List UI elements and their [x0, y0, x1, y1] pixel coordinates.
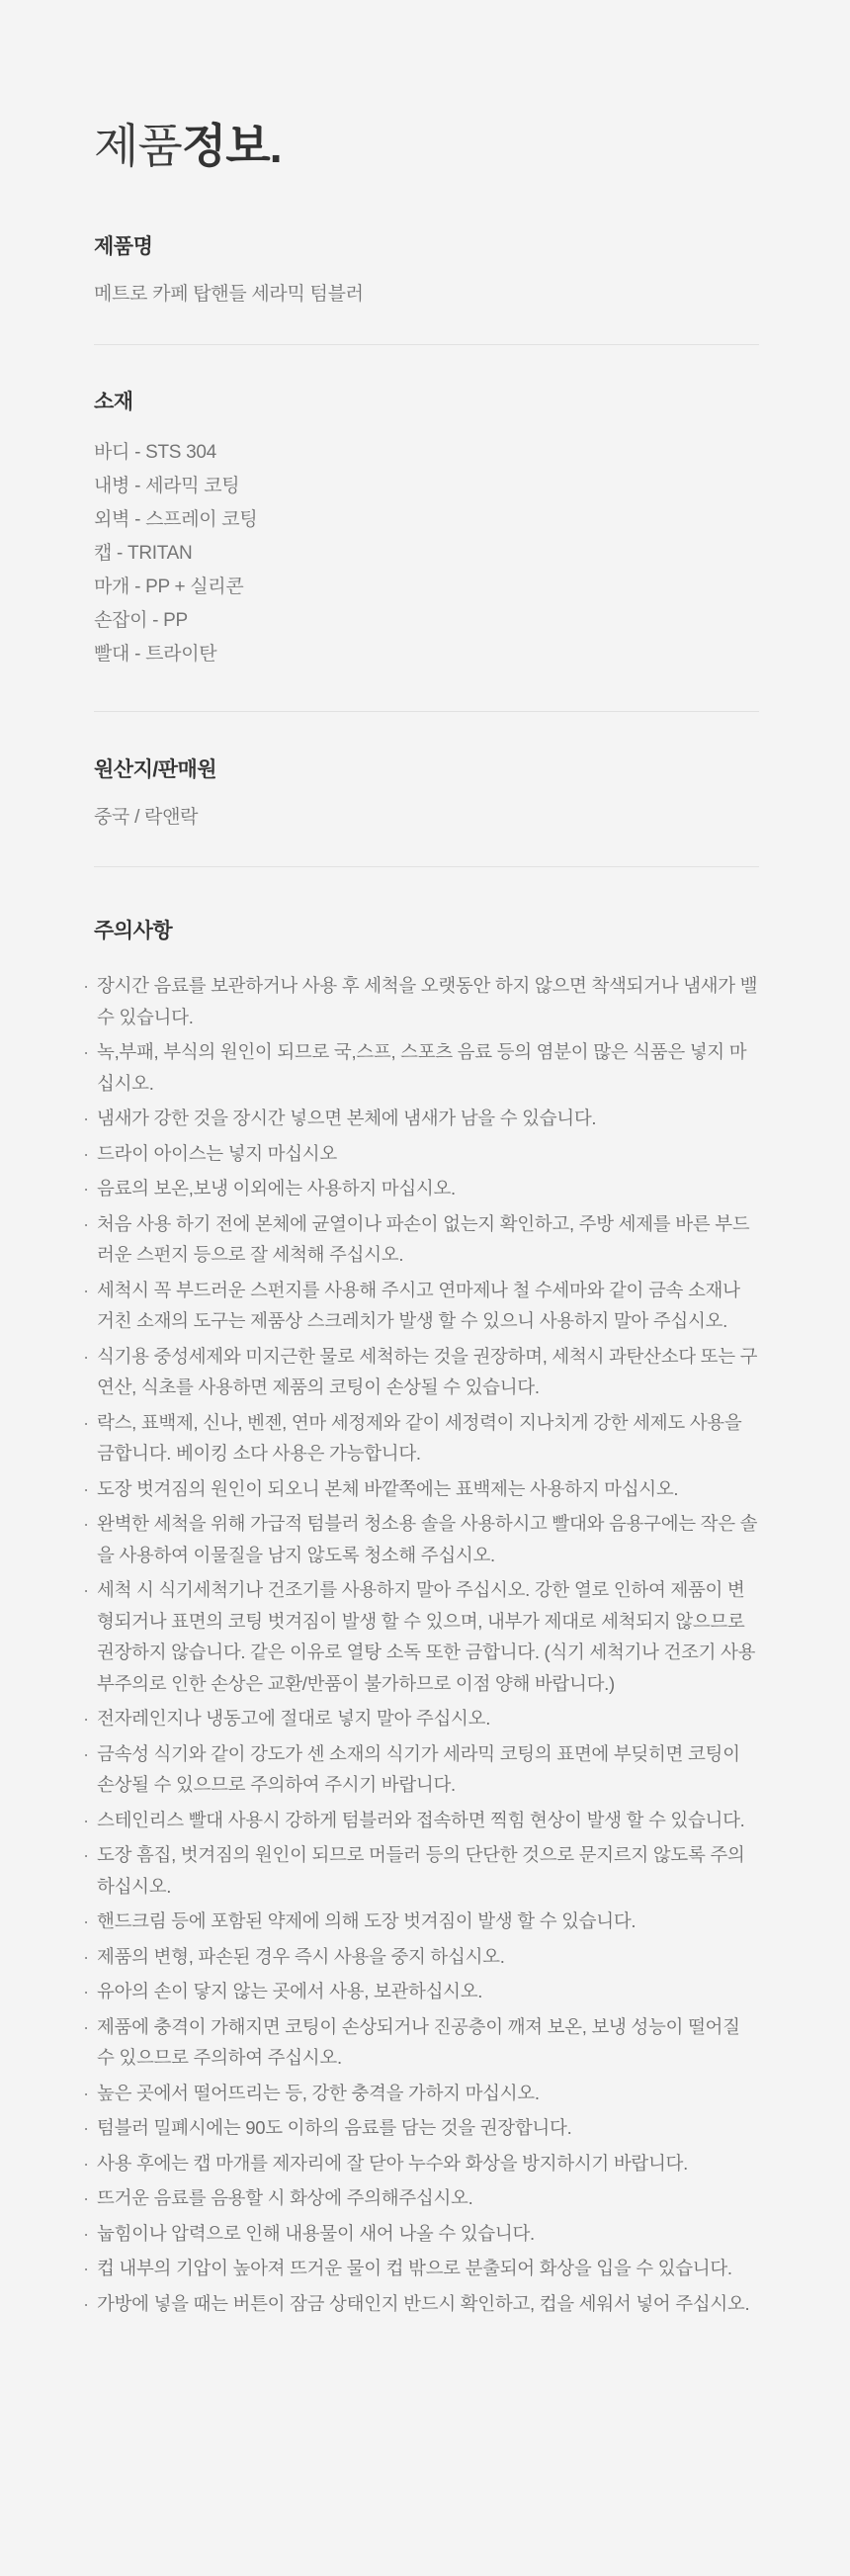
caution-item: · 스테인리스 빨대 사용시 강하게 텀블러와 접속하면 찍힘 현상이 발생 할 수 있습니다. [83, 1805, 759, 1836]
caution-item: · 사용 후에는 캡 마개를 제자리에 잘 닫아 누수와 화상을 방지하시기 바랍니다. [83, 2148, 759, 2179]
material-item: 내병 - 세라믹 코팅 [94, 476, 240, 496]
cautions-heading: 주의사항 [94, 920, 173, 942]
section-origin [94, 758, 759, 831]
caution-item: · 음료의 보온,보냉 이외에는 사용하지 마십시오. [83, 1173, 759, 1204]
material-item: 바디 - STS 304 [94, 442, 216, 463]
material-item: 빨대 - 트라이탄 [94, 644, 217, 665]
caution-item: · 컵 내부의 기압이 높아져 뜨거운 물이 컵 밖으로 분출되어 화상을 입을 수 있습니다. [83, 2253, 759, 2284]
materials-heading: 소재 [94, 391, 133, 413]
caution-item: · 제품의 변형, 파손된 경우 즉시 사용을 중지 하십시오. [83, 1941, 759, 1973]
caution-item: · 장시간 음료를 보관하거나 사용 후 세척을 오랫동안 하지 않으면 착색되거나 냄새가 밸 수 있습니다. [83, 970, 759, 1032]
page-title [94, 121, 759, 172]
caution-item: · 세척 시 식기세척기나 건조기를 사용하지 말아 주십시오. 강한 열로 인하여 제품이 변형되거나 표면의 코팅 벗겨짐이 발생 할 수 있으며, 내부가 제대로 세척되지 않으므로 권장하지 않습니다. 같은 이유로 열탕 소독 또한 금합니다. (식기 세척기나 건조기 사용 부주의로 인한 손상은 교환/반품이 불가하므로 이점 양해 바랍니다.) [83, 1574, 759, 1699]
page-title-bold: 정보. [181, 120, 282, 172]
section-materials [94, 391, 759, 671]
cautions-list [83, 970, 759, 2319]
caution-item: · 제품에 충격이 가해지면 코팅이 손상되거나 진공층이 깨져 보온, 보냉 성능이 떨어질 수 있으므로 주의하여 주십시오. [83, 2011, 759, 2074]
caution-item: · 드라이 아이스는 넣지 마십시오 [83, 1138, 759, 1170]
caution-item: · 전자레인지나 냉동고에 절대로 넣지 말아 주십시오. [83, 1703, 759, 1734]
caution-item: · 금속성 식기와 같이 강도가 센 소재의 식기가 세라믹 코팅의 표면에 부딪히면 코팅이 손상될 수 있으므로 주의하여 주시기 바랍니다. [83, 1738, 759, 1801]
caution-item: · 유아의 손이 닿지 않는 곳에서 사용, 보관하십시오. [83, 1976, 759, 2007]
material-item: 외벽 - 스프레이 코팅 [94, 509, 258, 530]
caution-item: · 텀블러 밀폐시에는 90도 이하의 음료를 담는 것을 권장합니다. [83, 2112, 759, 2144]
caution-item: · 뜨거운 음료를 음용할 시 화상에 주의해주십시오. [83, 2182, 759, 2214]
caution-item: · 처음 사용 하기 전에 본체에 균열이나 파손이 없는지 확인하고, 주방 세제를 바른 부드러운 스펀지 등으로 잘 세척해 주십시오. [83, 1208, 759, 1271]
divider [94, 344, 759, 345]
caution-item: · 도장 벗겨짐의 원인이 되오니 본체 바깥쪽에는 표백제는 사용하지 마십시오. [83, 1473, 759, 1505]
caution-item: · 높은 곳에서 떨어뜨리는 등, 강한 충격을 가하지 마십시오. [83, 2078, 759, 2109]
caution-item: · 세척시 꼭 부드러운 스펀지를 사용해 주시고 연마제나 철 수세마와 같이 금속 소재나 거친 소재의 도구는 제품상 스크레치가 발생 할 수 있으니 사용하지 말아 주십시오. [83, 1275, 759, 1337]
page-title-regular: 제품 [94, 120, 182, 172]
section-cautions [94, 920, 759, 2319]
divider [94, 866, 759, 867]
caution-item: · 식기용 중성세제와 미지근한 물로 세척하는 것을 권장하며, 세척시 과탄산소다 또는 구연산, 식초를 사용하면 제품의 코팅이 손상될 수 있습니다. [83, 1341, 759, 1403]
material-item: 마개 - PP + 실리콘 [94, 577, 244, 597]
material-item: 캡 - TRITAN [94, 543, 193, 564]
materials-list [94, 436, 759, 671]
caution-item: · 완벽한 세척을 위해 가급적 텀블러 청소용 솔을 사용하시고 빨대와 음용구에는 작은 솔을 사용하여 이물질을 남지 않도록 청소해 주십시오. [83, 1508, 759, 1570]
caution-item: · 냄새가 강한 것을 장시간 넣으면 본체에 냄새가 남을 수 있습니다. [83, 1103, 759, 1134]
product-name-value: 메트로 카페 탑핸들 세라믹 텀블러 [94, 284, 364, 305]
origin-value: 중국 / 락앤락 [94, 807, 199, 828]
caution-item: · 눕힘이나 압력으로 인해 내용물이 새어 나올 수 있습니다. [83, 2218, 759, 2250]
caution-item: · 락스, 표백제, 신나, 벤젠, 연마 세정제와 같이 세정력이 지나치게 강한 세제도 사용을 금합니다. 베이킹 소다 사용은 가능합니다. [83, 1407, 759, 1469]
caution-item: · 녹,부패, 부식의 원인이 되므로 국,스프, 스포츠 음료 등의 염분이 많은 식품은 넣지 마십시오. [83, 1036, 759, 1099]
origin-heading: 원산지/판매원 [94, 758, 217, 781]
material-item: 손잡이 - PP [94, 610, 188, 631]
caution-item: · 핸드크림 등에 포함된 약제에 의해 도장 벗겨짐이 발생 할 수 있습니다. [83, 1906, 759, 1937]
divider [94, 711, 759, 712]
section-product-name [94, 235, 759, 308]
product-name-heading: 제품명 [94, 235, 153, 258]
caution-item: · 가방에 넣을 때는 버튼이 잠금 상태인지 반드시 확인하고, 컵을 세워서 넣어 주십시오. [83, 2288, 759, 2320]
caution-item: · 도장 흠집, 벗겨짐의 원인이 되므로 머들러 등의 단단한 것으로 문지르지 않도록 주의 하십시오. [83, 1839, 759, 1902]
